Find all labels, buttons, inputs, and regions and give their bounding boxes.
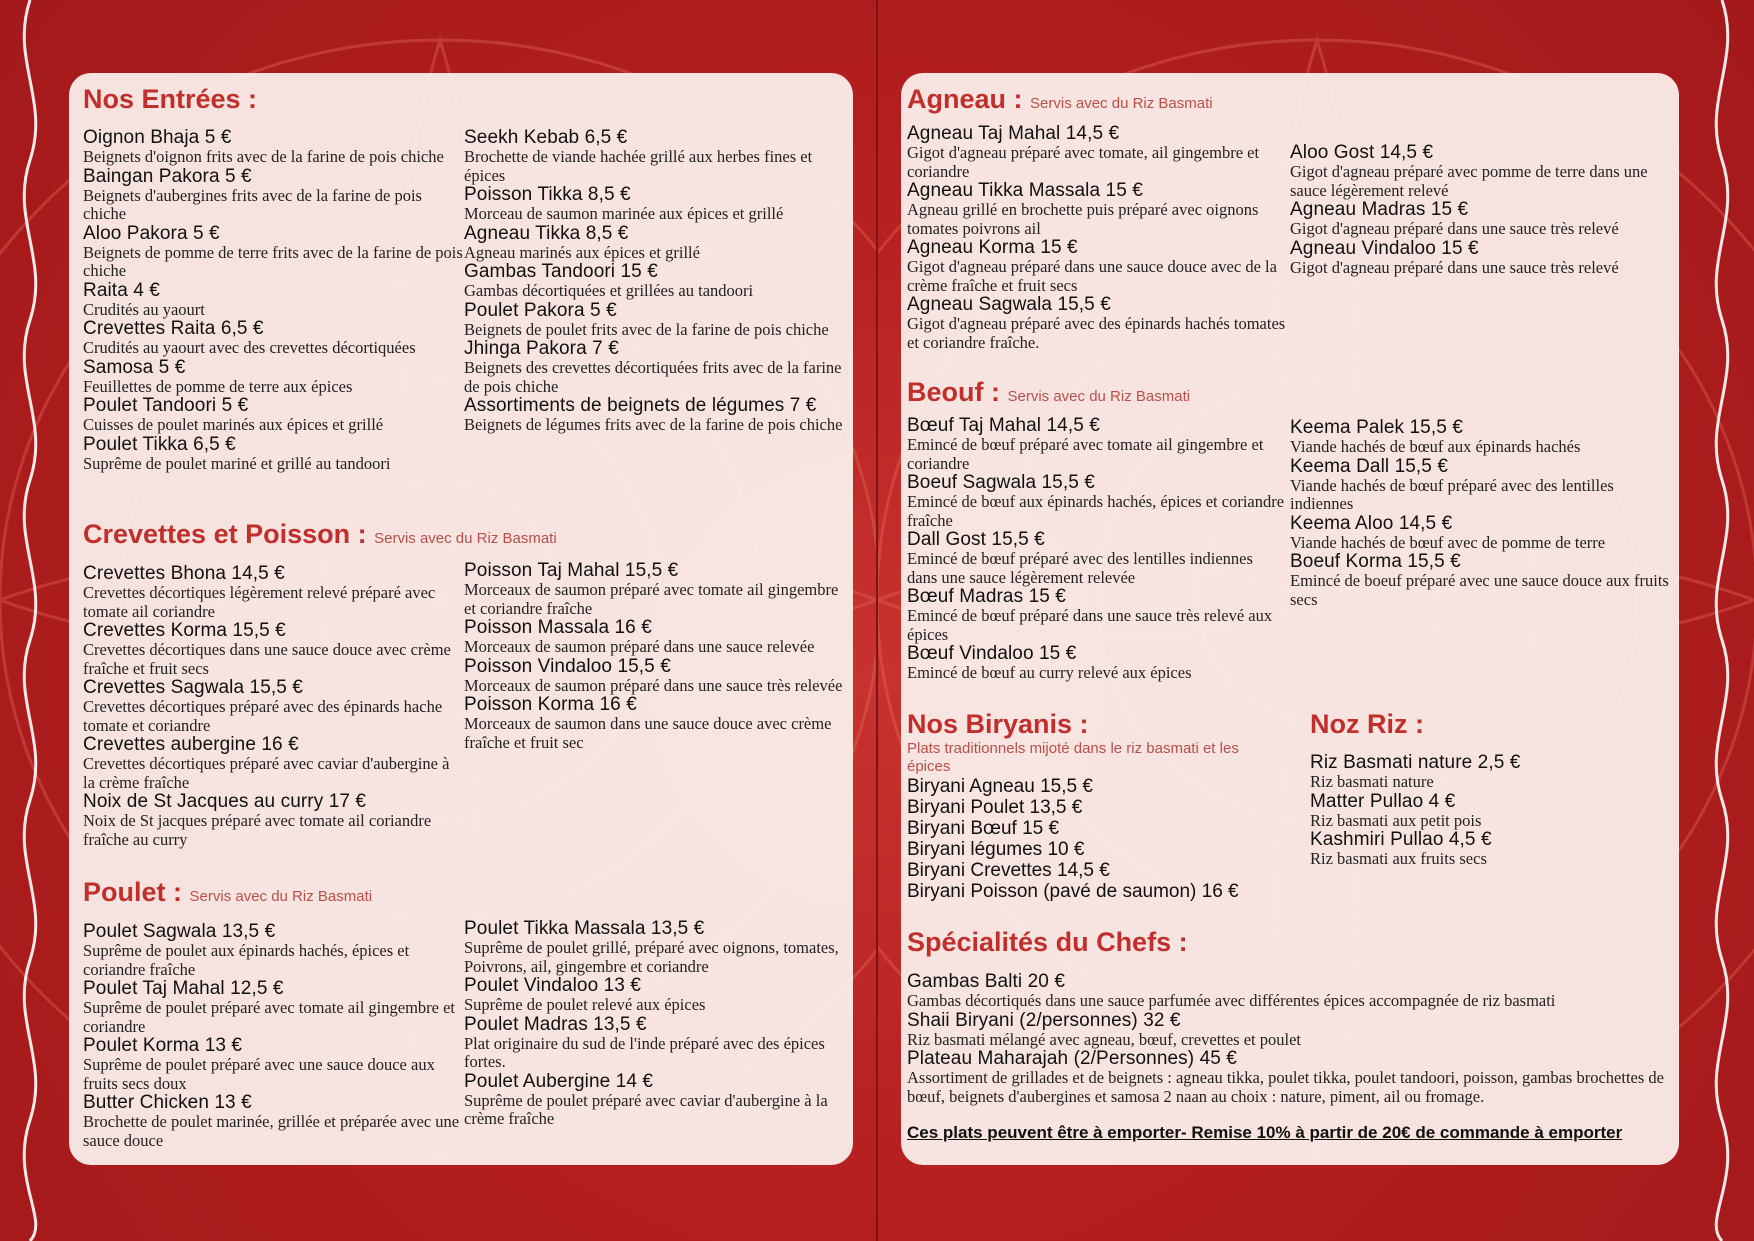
menu-item-description: Agneau grillé en brochette puis préparé avec oignons tomates poivrons ail: [907, 200, 1259, 238]
menu-item-description: Emincé de bœuf préparé dans une sauce très relevé aux épices: [907, 606, 1273, 644]
poulet-title: Poulet : Servis avec du Riz Basmati: [83, 877, 373, 907]
menu-item-name: Butter Chicken 13 €: [83, 1092, 252, 1113]
menu-item-name: Riz Basmati nature 2,5 €: [1310, 752, 1521, 773]
menu-item: [907, 295, 1287, 352]
biryanis-title: Nos Biryanis :: [907, 709, 1089, 739]
menu-item-description: Gigot d'agneau préparé dans une sauce très relevé: [1290, 257, 1619, 277]
menu-item-description: Beignets de légumes frits avec de la farine de pois chiche: [464, 415, 843, 434]
menu-item: [83, 621, 465, 678]
menu-item: [83, 319, 465, 358]
menu-item-description: Feuillettes de pomme de terre aux épices: [83, 376, 353, 396]
menu-item-name: Aloo Pakora 5 €: [83, 222, 220, 244]
menu-item-name: Agneau Vindaloo 15 €: [1290, 237, 1479, 259]
menu-item: [464, 301, 846, 340]
menu-item-description: Crevettes décortiques préparé avec caviar d'aubergine à la crème fraîche: [83, 754, 450, 792]
menu-item: [1290, 552, 1670, 609]
menu-item: [464, 919, 846, 976]
menu-item: [83, 735, 465, 792]
menu-item-description: Brochette de poulet marinée, grillée et préparée avec une sauce douce: [83, 1112, 460, 1150]
menu-item-name: Aloo Gost 14,5 €: [1290, 142, 1434, 163]
menu-item-name: Agneau Taj Mahal 14,5 €: [907, 123, 1120, 144]
menu-item: [83, 1036, 465, 1093]
menu-item-name: Poulet Taj Mahal 12,5 €: [83, 978, 284, 999]
menu-item-description: Emincé de bœuf préparé avec des lentilles indiennes dans une sauce légèrement relevée: [907, 549, 1253, 587]
menu-item: [1290, 200, 1670, 239]
menu-item-description: Brochette de viande hachée grillé aux herbes fines et épices: [464, 147, 813, 185]
menu-item-description: Morceaux de saumon préparé dans une sauce très relevée: [464, 675, 843, 695]
menu-item-name: Poulet Pakora 5 €: [464, 299, 617, 321]
chefs-title: Spécialités du Chefs :: [907, 927, 1188, 957]
biryanis-subtitle: Plats traditionnels mijoté dans le riz basmati et les épices: [907, 740, 1239, 775]
menu-item-name: Keema Palek 15,5 €: [1290, 417, 1463, 438]
menu-item: [83, 358, 465, 397]
menu-item-description: Riz basmati aux petit pois: [1310, 810, 1482, 830]
menu-item: [464, 339, 846, 396]
menu-item-description: Emincé de bœuf au curry relevé aux épices: [907, 663, 1192, 682]
menu-item: [83, 435, 465, 474]
menu-item-description: Beignets d'oignon frits avec de la farine de pois chiche: [83, 147, 444, 166]
menu-item-description: Gigot d'agneau préparé avec des épinards hachés tomates et coriandre fraîche.: [907, 314, 1286, 352]
menu-item-name: Biryani Poulet 13,5 €: [907, 797, 1083, 818]
menu-item: [1310, 792, 1660, 831]
menu-item-name: Poulet Tikka Massala 13,5 €: [464, 918, 705, 939]
biryanis-list: [907, 776, 1287, 902]
menu-item: [1290, 418, 1670, 457]
ornament-border-right: [1682, 0, 1754, 1241]
ornament-border-left: [0, 0, 72, 1241]
menu-item: [464, 1072, 846, 1129]
menu-item: [1310, 753, 1660, 792]
menu-item: [83, 224, 465, 281]
menu-item: [464, 128, 846, 185]
menu-item: [464, 657, 846, 696]
menu-item: [907, 644, 1287, 683]
menu-item-description: Riz basmati mélangé avec agneau, bœuf, crevettes et poulet: [907, 1029, 1302, 1049]
menu-item-description: Plat originaire du sud de l'inde préparé avec des épices fortes.: [464, 1033, 825, 1071]
entrees-title: Nos Entrées :: [83, 84, 258, 114]
menu-item-description: Beignets de poulet frits avec de la farine de pois chiche: [464, 319, 829, 339]
menu-item-name: Crevettes Raita 6,5 €: [83, 318, 264, 339]
menu-item-name: Biryani légumes 10 €: [907, 839, 1085, 860]
agneau-title: Agneau : Servis avec du Riz Basmati: [907, 84, 1213, 114]
menu-item: [464, 1015, 846, 1072]
menu-item-description: Emincé de bœuf préparé avec tomate ail gingembre et coriandre: [907, 435, 1264, 473]
menu-item: [907, 1049, 1667, 1106]
menu-item: [907, 238, 1287, 295]
menu-item-name: Poulet Vindaloo 13 €: [464, 975, 642, 996]
menu-item-description: Gambas décortiquées et grillées au tandoori: [464, 281, 754, 300]
agneau-column-2: [1290, 143, 1670, 277]
beouf-column-2: [1290, 418, 1670, 609]
menu-item: [83, 281, 465, 320]
menu-item-name: Gambas Tandoori 15 €: [464, 261, 658, 282]
menu-item-name: Agneau Tikka 8,5 €: [464, 222, 629, 244]
menu-item-description: Viande hachés de bœuf avec de pomme de terre: [1290, 532, 1606, 552]
menu-item-description: Suprême de poulet relevé aux épices: [464, 995, 706, 1014]
menu-item-description: Crudités au yaourt: [83, 299, 205, 319]
menu-item-name: Raita 4 €: [83, 279, 160, 301]
page-fold: [876, 0, 878, 1241]
menu-item-name: Gambas Balti 20 €: [907, 971, 1066, 992]
menu-item: [907, 587, 1287, 644]
menu-item-description: Gigot d'agneau préparé dans une sauce douce avec de la crème fraîche et fruit secs: [907, 257, 1277, 295]
menu-item: [464, 695, 846, 752]
menu-item-name: Bœuf Taj Mahal 14,5 €: [907, 415, 1100, 436]
menu-item-name: Shaii Biryani (2/personnes) 32 €: [907, 1009, 1181, 1031]
menu-item: [907, 530, 1287, 587]
menu-item-description: Beignets d'aubergines frits avec de la farine de pois chiche: [83, 185, 422, 223]
entrees-column-2: [464, 128, 846, 435]
menu-item-name: Baingan Pakora 5 €: [83, 165, 252, 187]
menu-item-name: Poulet Aubergine 14 €: [464, 1070, 654, 1092]
menu-item: [1310, 830, 1660, 869]
menu-item-name: Poisson Massala 16 €: [464, 617, 652, 638]
menu-item-name: Boeuf Korma 15,5 €: [1290, 551, 1461, 572]
menu-item-description: Morceaux de saumon dans une sauce douce avec crème fraîche et fruit sec: [464, 714, 832, 752]
menu-item: [907, 972, 1667, 1011]
poulet-column-2: [464, 919, 846, 1129]
menu-item: [83, 167, 465, 224]
menu-item-name: Poulet Tandoori 5 €: [83, 395, 249, 416]
menu-item: [83, 792, 465, 849]
menu-item: [464, 976, 846, 1015]
menu-item-description: Crevettes décortiques préparé avec des épinards hache tomate et coriandre: [83, 697, 443, 735]
menu-item: [83, 396, 465, 435]
menu-item-name: Plateau Maharajah (2/Personnes) 45 €: [907, 1048, 1237, 1069]
menu-item-description: Emincé de bœuf aux épinards hachés, épices et coriandre fraîche: [907, 492, 1285, 530]
menu-item: [907, 1011, 1667, 1050]
beouf-column-1: [907, 416, 1287, 683]
menu-item-name: Biryani Agneau 15,5 €: [907, 776, 1093, 797]
menu-item-name: Crevettes Bhona 14,5 €: [83, 563, 285, 584]
chefs-list: [907, 972, 1667, 1106]
menu-item: [907, 124, 1287, 181]
poisson-column-2: [464, 561, 846, 752]
menu-item: [464, 396, 846, 435]
menu-item-description: Gigot d'agneau préparé dans une sauce très relevé: [1290, 219, 1619, 238]
menu-item-name: Bœuf Madras 15 €: [907, 586, 1066, 607]
menu-item-name: Biryani Poisson (pavé de saumon) 16 €: [907, 881, 1239, 902]
menu-item-description: Viande hachés de bœuf aux épinards hachés: [1290, 437, 1581, 456]
menu-item-name: Agneau Madras 15 €: [1290, 199, 1469, 220]
menu-item-description: Assortiment de grillades et de beignets : agneau tikka, poulet tikka, poulet tandoori, poisson, gambas brochettes de bœuf, beignets d'aubergines et samosa 2 naan au choix : nature, piment, ail ou fromage.: [907, 1068, 1664, 1106]
poisson-title: Crevettes et Poisson : Servis avec du Riz Basmati: [83, 519, 557, 549]
menu-item-name: Matter Pullao 4 €: [1310, 790, 1456, 812]
menu-item: [1290, 239, 1670, 278]
menu-item-description: Suprême de poulet grillé, préparé avec oignons, tomates, Poivrons, ail, gingembre et coriandre: [464, 938, 839, 976]
menu-item-name: Bœuf Vindaloo 15 €: [907, 643, 1077, 664]
menu-item: [83, 678, 465, 735]
menu-item-name: Jhinga Pakora 7 €: [464, 338, 619, 359]
agneau-column-1: [907, 124, 1287, 352]
riz-title: Noz Riz :: [1310, 709, 1424, 739]
menu-item-name: Samosa 5 €: [83, 356, 186, 378]
menu-item-name: Agneau Korma 15 €: [907, 237, 1078, 258]
menu-item-description: Agneau marinés aux épices et grillé: [464, 242, 700, 262]
menu-item-description: Viande hachés de bœuf préparé avec des lentilles indiennes: [1290, 475, 1614, 513]
menu-item: [1290, 514, 1670, 553]
menu-item-description: Morceaux de saumon préparé avec tomate ail gingembre et coriandre fraîche: [464, 580, 839, 618]
menu-item: [83, 564, 465, 621]
menu-item-name: Poulet Tikka 6,5 €: [83, 433, 236, 455]
menu-item-description: Crevettes décortiques légèrement relevé préparé avec tomate ail coriandre: [83, 583, 436, 621]
menu-item: [907, 416, 1287, 473]
beouf-subtitle: Servis avec du Riz Basmati: [1007, 388, 1191, 405]
takeaway-notice: Ces plats peuvent être à emporter- Remise 10% à partir de 20€ de commande à emporter: [907, 1123, 1623, 1142]
beouf-title: Beouf : Servis avec du Riz Basmati: [907, 377, 1191, 407]
menu-item-name: Seekh Kebab 6,5 €: [464, 127, 628, 148]
menu-item-description: Gigot d'agneau préparé avec pomme de terre dans une sauce légèrement relevé: [1290, 162, 1648, 200]
menu-item: [83, 979, 465, 1036]
poisson-column-1: [83, 564, 465, 849]
agneau-subtitle: Servis avec du Riz Basmati: [1030, 95, 1213, 112]
menu-item-description: Suprême de poulet mariné et grillé au tandoori: [83, 453, 391, 473]
menu-item-name: Poisson Korma 16 €: [464, 694, 637, 715]
menu-item-description: Noix de St jacques préparé avec tomate ail coriandre fraîche au curry: [83, 811, 432, 849]
menu-item-name: Noix de St Jacques au curry 17 €: [83, 791, 367, 812]
menu-item-name: Poulet Korma 13 €: [83, 1035, 243, 1056]
menu-item: [83, 128, 465, 167]
menu-item-description: Gigot d'agneau préparé avec tomate, ail gingembre et coriandre: [907, 143, 1260, 181]
menu-item-name: Boeuf Sagwala 15,5 €: [907, 472, 1095, 493]
menu-item-name: Crevettes aubergine 16 €: [83, 734, 299, 755]
menu-item-name: Poisson Tikka 8,5 €: [464, 184, 631, 205]
menu-item-description: Riz basmati nature: [1310, 772, 1434, 791]
menu-item: [1290, 143, 1670, 200]
menu-item-description: Morceaux de saumon préparé dans une sauce relevée: [464, 637, 815, 656]
menu-item: [464, 618, 846, 657]
menu-item-name: Keema Aloo 14,5 €: [1290, 512, 1453, 534]
riz-list: [1310, 753, 1660, 869]
menu-item: [464, 262, 846, 301]
menu-item-name: Dall Gost 15,5 €: [907, 529, 1045, 550]
menu-item-name: Biryani Bœuf 15 €: [907, 818, 1060, 839]
menu-item-name: Keema Dall 15,5 €: [1290, 455, 1449, 477]
menu-item-name: Poulet Sagwala 13,5 €: [83, 921, 276, 942]
menu-item: [907, 181, 1287, 238]
poulet-subtitle: Servis avec du Riz Basmati: [189, 888, 373, 905]
menu-item-description: Emincé de boeuf préparé avec une sauce douce aux fruits secs: [1290, 571, 1669, 609]
menu-item: [907, 473, 1287, 530]
menu-item-name: Crevettes Sagwala 15,5 €: [83, 677, 303, 698]
menu-item-name: Agneau Tikka Massala 15 €: [907, 180, 1143, 201]
menu-item: [83, 922, 465, 979]
menu-item-description: Beignets des crevettes décortiquées frits avec de la farine de pois chiche: [464, 358, 842, 396]
menu-item-description: Riz basmati aux fruits secs: [1310, 849, 1487, 868]
menu-item-description: Gambas décortiqués dans une sauce parfumée avec différentes épices accompagnée de riz basmati: [907, 991, 1556, 1010]
poulet-column-1: [83, 922, 465, 1150]
menu-item-name: Oignon Bhaja 5 €: [83, 127, 232, 148]
menu-item-name: Crevettes Korma 15,5 €: [83, 620, 286, 641]
menu-item-description: Cuisses de poulet marinés aux épices et grillé: [83, 415, 384, 434]
menu-item-description: Crudités au yaourt avec des crevettes décortiquées: [83, 338, 416, 357]
entrees-column-1: [83, 128, 465, 473]
menu-item: [1290, 457, 1670, 514]
menu-item-name: Poulet Madras 13,5 €: [464, 1013, 647, 1035]
menu-item-description: Suprême de poulet aux épinards hachés, épices et coriandre fraîche: [83, 941, 410, 979]
menu-item-description: Suprême de poulet préparé avec caviar d'aubergine à la crème fraîche: [464, 1090, 828, 1128]
menu-item-description: Suprême de poulet préparé avec tomate ail gingembre et coriandre: [83, 998, 456, 1036]
menu-item-name: Kashmiri Pullao 4,5 €: [1310, 829, 1492, 850]
menu-item-name: Assortiments de beignets de légumes 7 €: [464, 395, 817, 416]
menu-item-name: Agneau Sagwala 15,5 €: [907, 294, 1111, 315]
menu-item-name: Poisson Taj Mahal 15,5 €: [464, 560, 679, 581]
poisson-subtitle: Servis avec du Riz Basmati: [374, 530, 557, 547]
menu-item: [464, 185, 846, 224]
menu-item-name: Biryani Crevettes 14,5 €: [907, 860, 1110, 881]
menu-item: [464, 561, 846, 618]
menu-item: [464, 224, 846, 263]
menu-item-description: Crevettes décortiques dans une sauce douce avec crème fraîche et fruit secs: [83, 640, 451, 678]
menu-item: [83, 1093, 465, 1150]
menu-item-description: Beignets de pomme de terre frits avec de la farine de pois chiche: [83, 242, 463, 280]
menu-item-description: Morceau de saumon marinée aux épices et grillé: [464, 204, 784, 223]
menu-item-description: Suprême de poulet préparé avec une sauce douce aux fruits secs doux: [83, 1055, 435, 1093]
menu-item-name: Poisson Vindaloo 15,5 €: [464, 655, 671, 677]
